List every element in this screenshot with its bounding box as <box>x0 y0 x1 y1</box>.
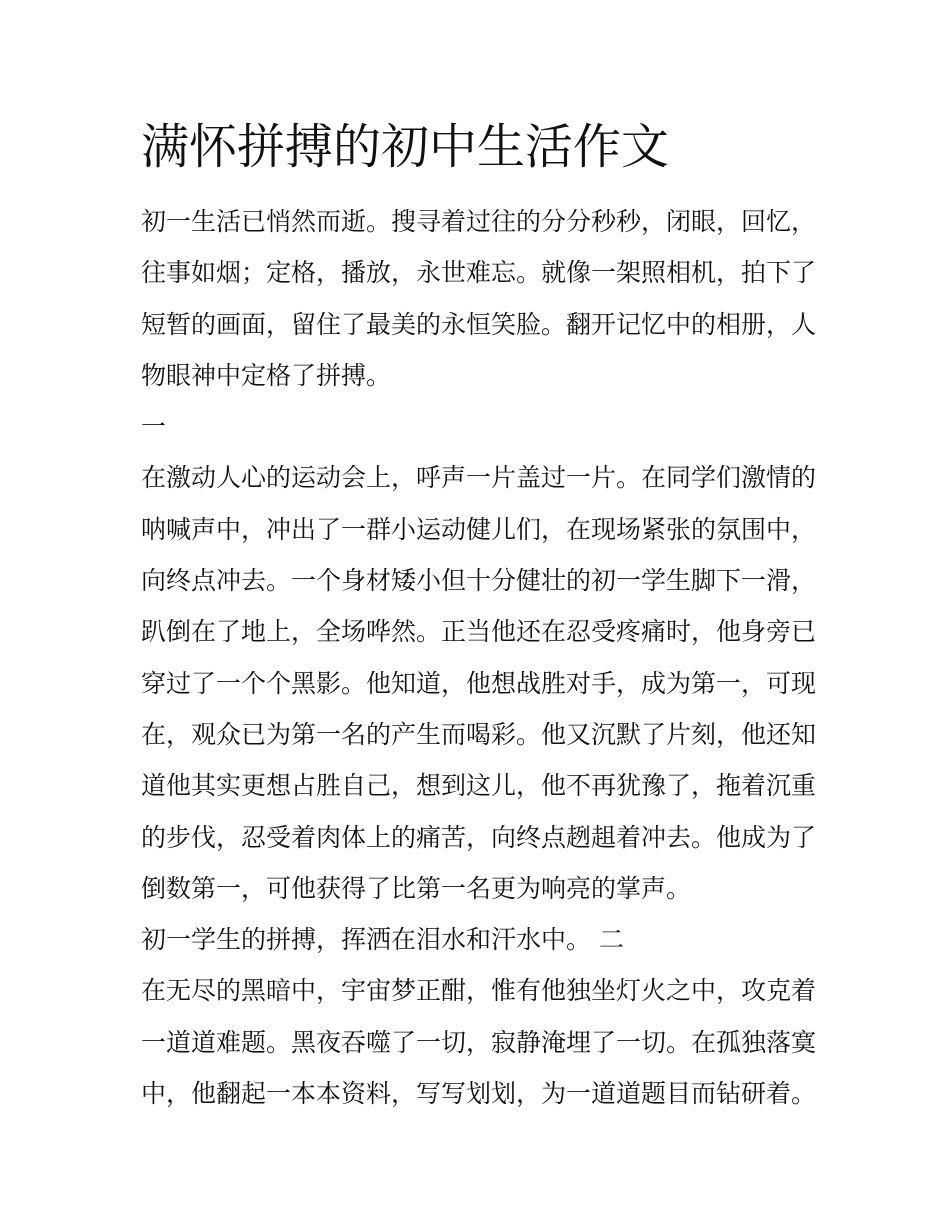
text-line-2: 往事如烟；定格，播放，永世难忘。就像一架照相机，拍下了 <box>141 258 817 288</box>
document-title: 满怀拼搏的初中生活作文 <box>141 119 670 175</box>
text-line-15: 初一学生的拼搏，挥洒在泪水和汗水中。 二 <box>141 925 624 955</box>
text-line-14: 倒数第一，可他获得了比第一名更为响亮的掌声。 <box>141 873 692 903</box>
text-line-6: 在激动人心的运动会上，呼声一片盖过一片。在同学们激情的 <box>141 463 817 493</box>
text-line-17: 一道道难题。黑夜吞噬了一切，寂静淹埋了一切。在孤独落寞 <box>141 1027 817 1057</box>
text-line-16: 在无尽的黑暗中，宇宙梦正酣，惟有他独坐灯火之中，攻克着 <box>141 976 817 1006</box>
section-heading-one: 一 <box>141 412 167 442</box>
text-line-11: 在，观众已为第一名的产生而喝彩。他又沉默了片刻，他还知 <box>141 719 817 749</box>
text-line-7: 呐喊声中，冲出了一群小运动健儿们，在现场紧张的氛围中， <box>141 514 817 544</box>
text-line-13: 的步伐，忍受着肉体上的痛苦，向终点趔趄着冲去。他成为了 <box>141 822 817 852</box>
text-line-8: 向终点冲去。一个身材矮小但十分健壮的初一学生脚下一滑， <box>141 566 817 596</box>
text-line-12: 道他其实更想占胜自己，想到这儿，他不再犹豫了，拖着沉重 <box>141 771 817 801</box>
text-line-4: 物眼神中定格了拼搏。 <box>141 360 392 390</box>
text-line-10: 穿过了一个个黑影。他知道，他想战胜对手，成为第一，可现 <box>141 668 817 698</box>
text-line-1: 初一生活已悄然而逝。搜寻着过往的分分秒秒，闭眼，回忆， <box>141 207 817 236</box>
text-line-18: 中，他翻起一本本资料，写写划划，为一道道题目而钻研着。 <box>141 1079 817 1109</box>
text-line-9: 趴倒在了地上，全场哗然。正当他还在忍受疼痛时，他身旁已 <box>141 617 817 647</box>
text-line-3: 短暂的画面，留住了最美的永恒笑脸。翻开记忆中的相册，人 <box>141 309 817 339</box>
document-body <box>141 196 821 1119</box>
